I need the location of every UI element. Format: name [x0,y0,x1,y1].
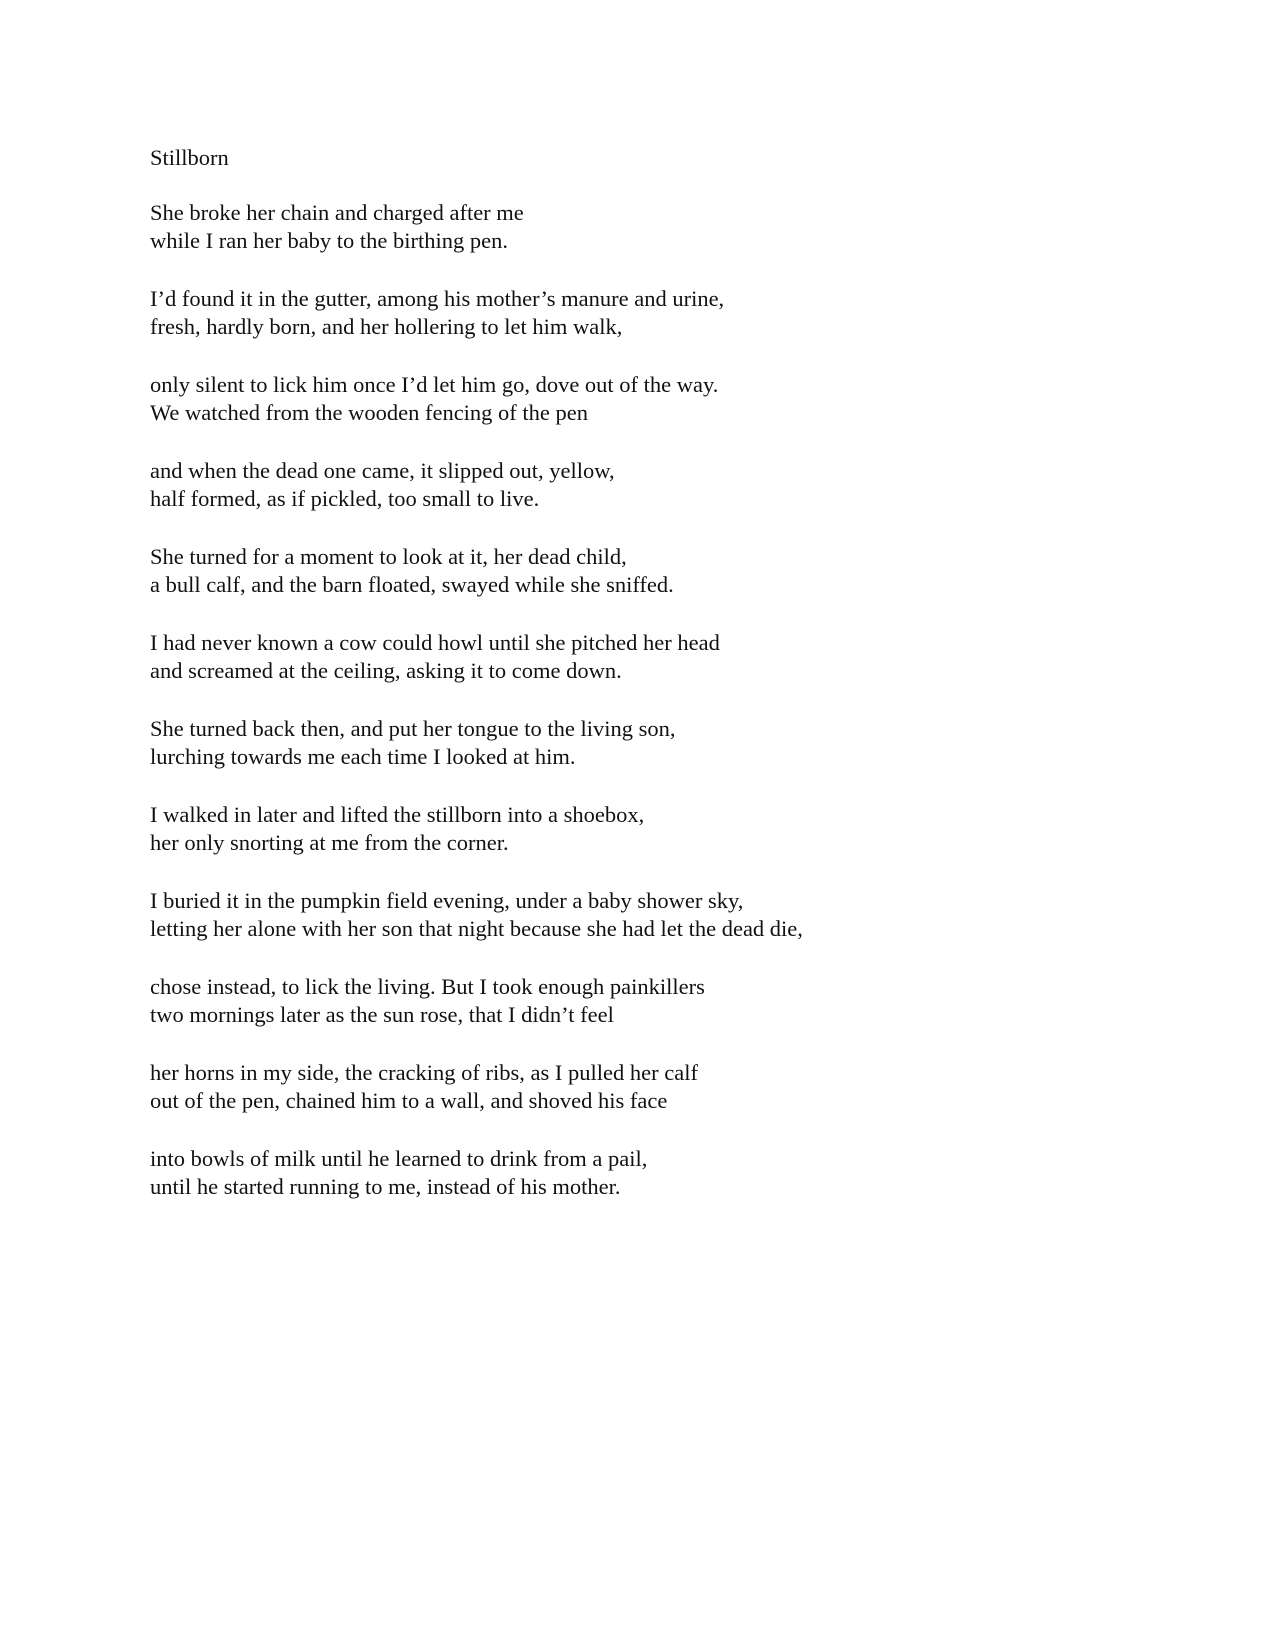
stanza-2 [150,285,1150,341]
stanza-6 [150,629,1150,685]
stanza-10 [150,973,1150,1029]
stanza-3 [150,371,1150,427]
poem-title: Stillborn [150,145,229,170]
poem-line: out of the pen, chained him to a wall, and shoved his face [150,1088,668,1113]
poem-line: two mornings later as the sun rose, that I didn’t feel [150,1002,614,1027]
stanza-7 [150,715,1150,771]
poem-line: half formed, as if pickled, too small to live. [150,486,540,511]
poem-line: letting her alone with her son that night because she had let the dead die, [150,916,803,941]
poem-line: her only snorting at me from the corner. [150,830,509,855]
poem-line: and screamed at the ceiling, asking it to come down. [150,658,622,683]
poem-line: She broke her chain and charged after me [150,200,524,225]
poem-line: I walked in later and lifted the stillborn into a shoebox, [150,802,645,827]
poem-line: into bowls of milk until he learned to drink from a pail, [150,1146,648,1171]
stanza-8 [150,801,1150,857]
poem-line: until he started running to me, instead of his mother. [150,1174,621,1199]
poem-line: She turned back then, and put her tongue to the living son, [150,716,676,741]
poem-line: only silent to lick him once I’d let him go, dove out of the way. [150,372,719,397]
poem-line: lurching towards me each time I looked at him. [150,744,576,769]
poem-page [150,144,1150,1231]
poem-line: I’d found it in the gutter, among his mother’s manure and urine, [150,286,725,311]
poem-line: fresh, hardly born, and her hollering to let him walk, [150,314,623,339]
poem-line: while I ran her baby to the birthing pen. [150,228,509,253]
poem-line: We watched from the wooden fencing of the pen [150,400,589,425]
stanza-1 [150,199,1150,255]
poem-line: a bull calf, and the barn floated, swayed while she sniffed. [150,572,674,597]
stanza-9 [150,887,1150,943]
poem-line: She turned for a moment to look at it, her dead child, [150,544,627,569]
poem-line: chose instead, to lick the living. But I took enough painkillers [150,974,705,999]
poem-line: her horns in my side, the cracking of ribs, as I pulled her calf [150,1060,698,1085]
poem-line: and when the dead one came, it slipped out, yellow, [150,458,615,483]
stanza-11 [150,1059,1150,1115]
stanza-4 [150,457,1150,513]
poem-line: I buried it in the pumpkin field evening, under a baby shower sky, [150,888,744,913]
stanza-5 [150,543,1150,599]
stanza-12 [150,1145,1150,1201]
poem-line: I had never known a cow could howl until she pitched her head [150,630,720,655]
